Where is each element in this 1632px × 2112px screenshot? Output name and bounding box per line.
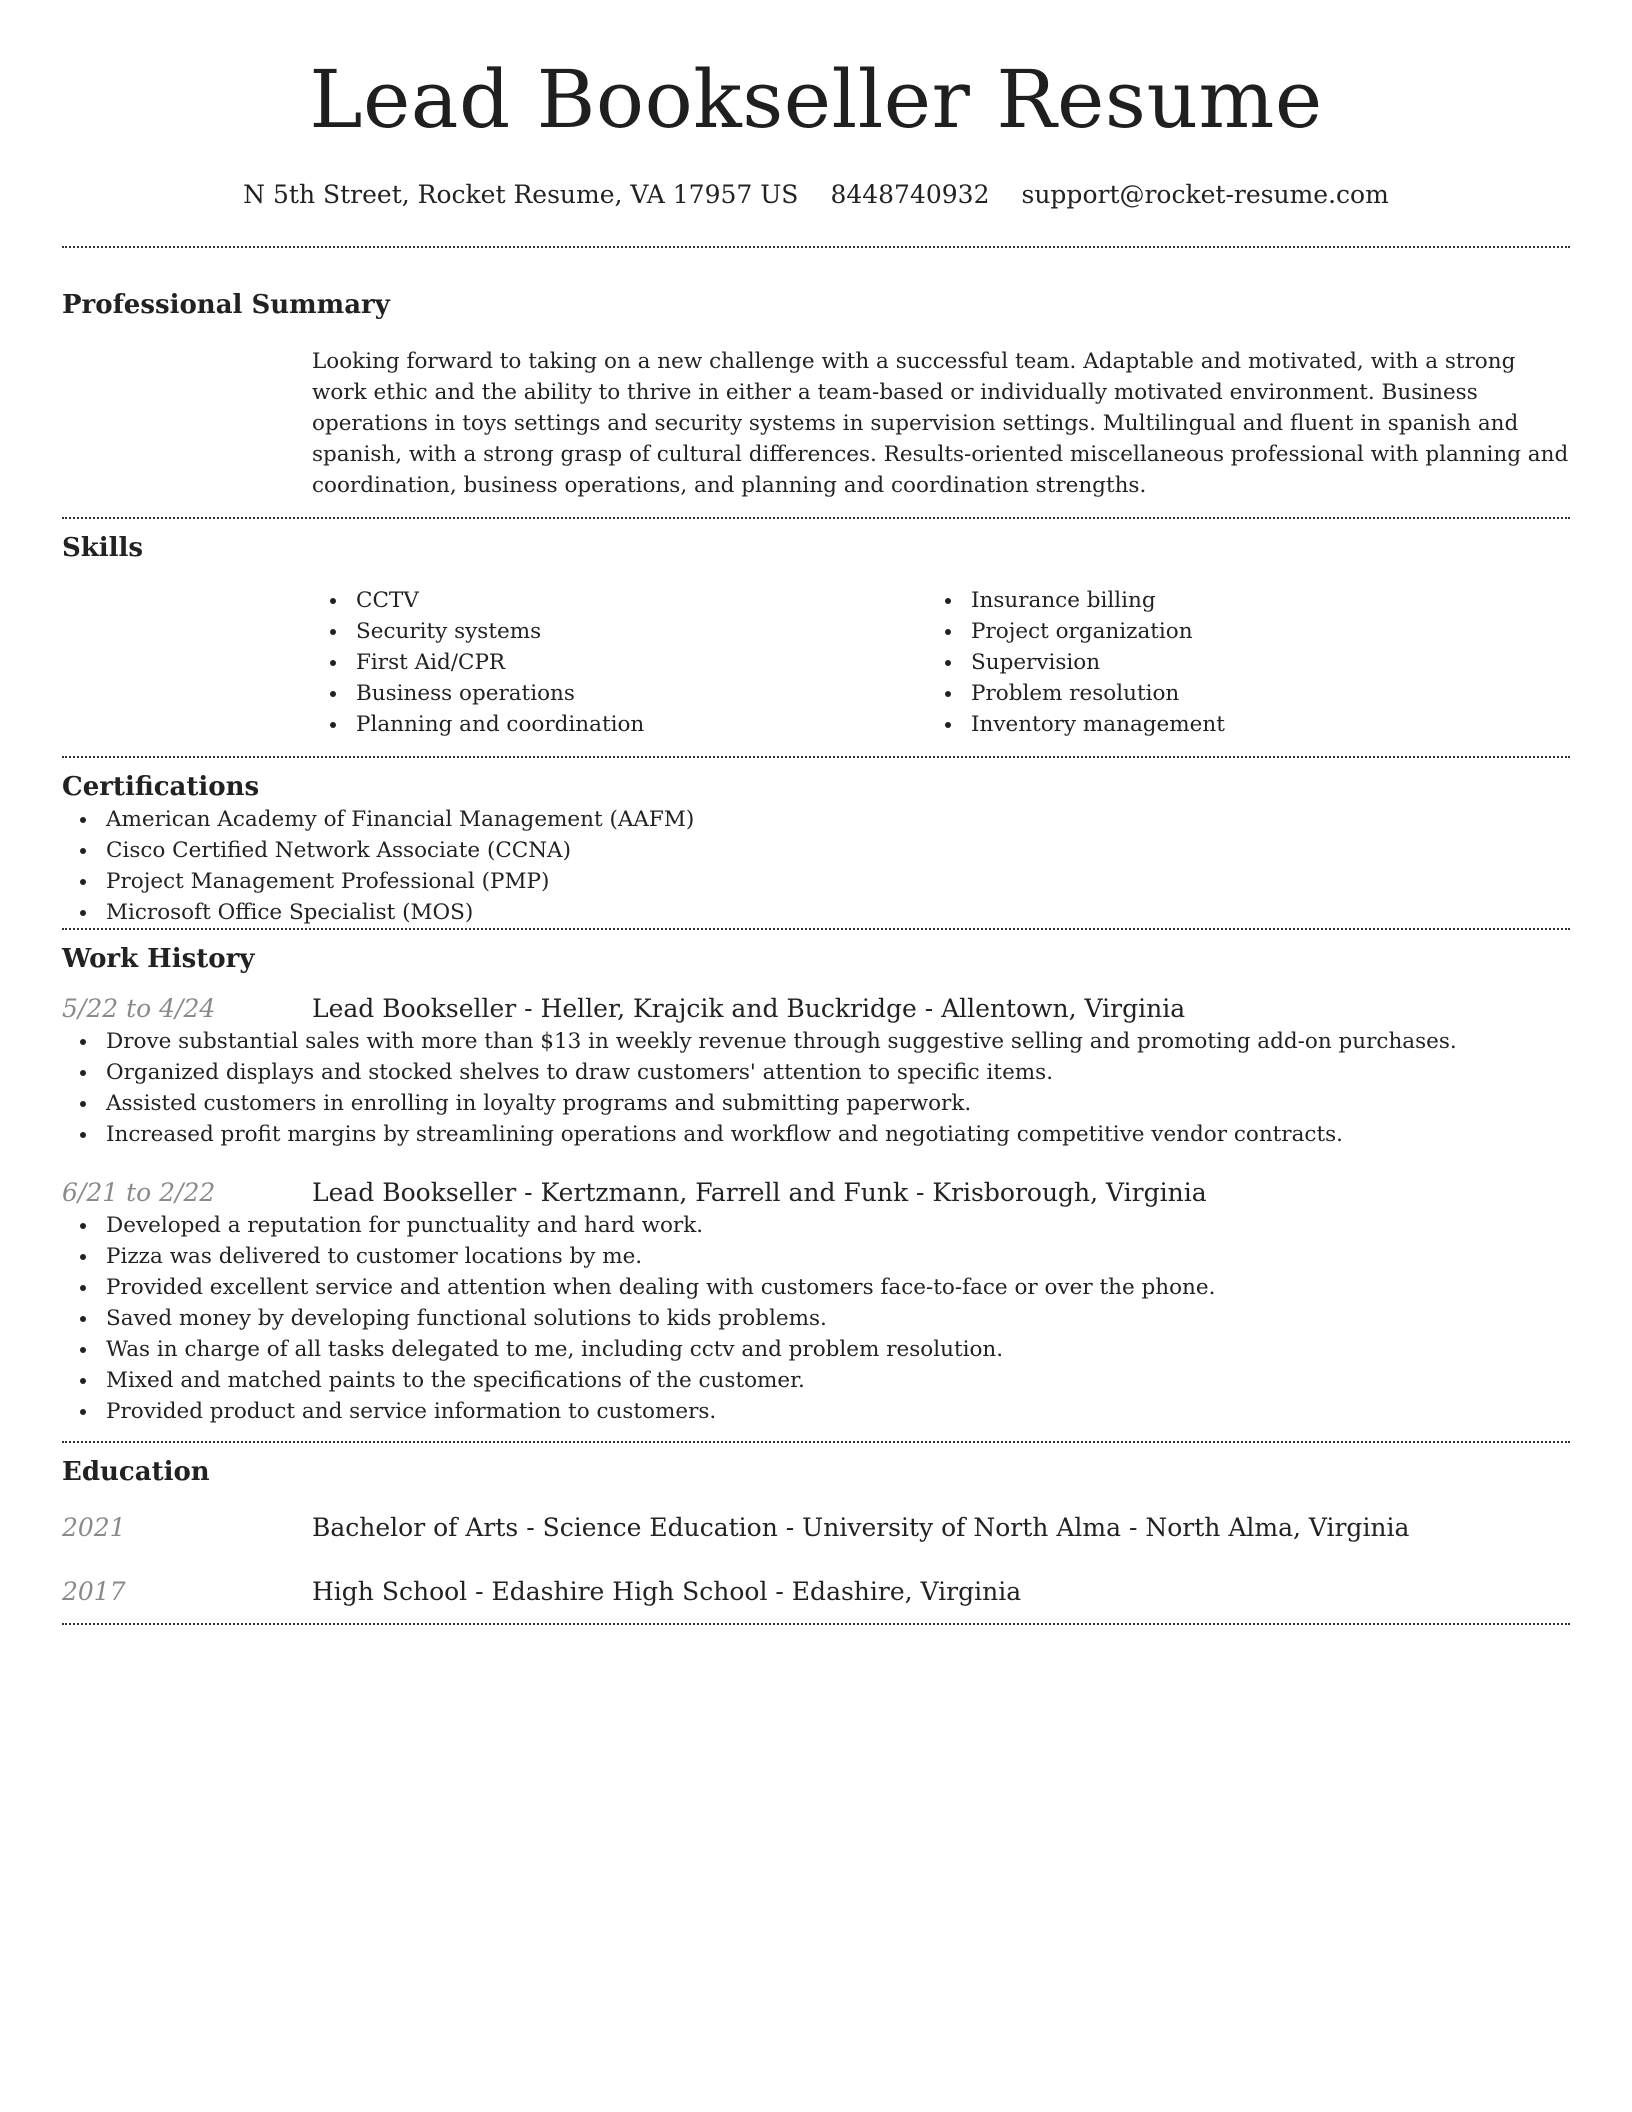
certifications-section [62, 770, 1570, 928]
skills-list-left [312, 585, 927, 740]
summary-text: Looking forward to taking on a new challenge with a successful team. Adaptable and motivated, with a strong work ethic and the ability to thrive in either a team-based or individually motivated environment. Business operations in toys settings and security systems in supervision settings. Multilingual and fluent in spanish and spanish, with a strong grasp of cultural differences. Results-oriented miscellaneous professional with planning and coordination, business operations, and planning and coordination strengths. [312, 349, 1569, 498]
certification-item: Microsoft Office Specialist (MOS) [106, 897, 1570, 928]
job-duty: Provided product and service information to customers. [106, 1396, 1570, 1427]
certification-item: American Academy of Financial Management (AAFM) [106, 804, 1570, 835]
job-duty: Organized displays and stocked shelves to draw customers' attention to specific items. [106, 1057, 1570, 1088]
section-heading-summary: Professional Summary [62, 290, 390, 320]
section-divider [62, 517, 1570, 519]
skill-item: Problem resolution [971, 678, 1542, 709]
job-duty: Increased profit margins by streamlining operations and workflow and negotiating competitive vendor contracts. [106, 1119, 1570, 1150]
section-heading-work: Work History [62, 944, 255, 974]
job-duty: Pizza was delivered to customer locations by me. [106, 1241, 1570, 1272]
skills-section [62, 531, 1570, 740]
contact-info [62, 178, 1570, 212]
certification-item: Project Management Professional (PMP) [106, 866, 1570, 897]
skills-column-right [927, 585, 1542, 740]
education-date: 2017 [62, 1577, 126, 1606]
job-duties-list [62, 1026, 1570, 1150]
job-duty: Assisted customers in enrolling in loyalty programs and submitting paperwork. [106, 1088, 1570, 1119]
section-divider [62, 756, 1570, 758]
job-header [62, 992, 1570, 1026]
section-divider [62, 928, 1570, 930]
section-heading-skills: Skills [62, 533, 144, 563]
contact-address: N 5th Street, Rocket Resume, VA 17957 US [243, 180, 799, 209]
job-header [62, 1176, 1570, 1210]
skill-item: Planning and coordination [356, 709, 927, 740]
skill-item: Security systems [356, 616, 927, 647]
contact-email: support@rocket-resume.com [1021, 180, 1389, 209]
job-title: Lead Bookseller - Kertzmann, Farrell and Funk - Krisborough, Virginia [312, 1178, 1207, 1207]
skill-item: Inventory management [971, 709, 1542, 740]
job-duties-list [62, 1210, 1570, 1427]
skills-column-left [312, 585, 927, 740]
skill-item: First Aid/CPR [356, 647, 927, 678]
education-title: High School - Edashire High School - Edashire, Virginia [312, 1577, 1022, 1606]
section-divider [62, 1441, 1570, 1443]
job-duty: Developed a reputation for punctuality and hard work. [106, 1210, 1570, 1241]
professional-summary-section [62, 288, 1570, 501]
section-heading-education: Education [62, 1457, 210, 1487]
skill-item: CCTV [356, 585, 927, 616]
job-duty: Mixed and matched paints to the specifications of the customer. [106, 1365, 1570, 1396]
section-divider [62, 246, 1570, 248]
resume-title: Lead Bookseller Resume [309, 53, 1323, 146]
education-title: Bachelor of Arts - Science Education - University of North Alma - North Alma, Virginia [312, 1513, 1410, 1542]
skills-grid [312, 585, 1570, 740]
section-divider [62, 1623, 1570, 1625]
job-dates: 6/21 to 2/22 [62, 1178, 216, 1207]
job-dates: 5/22 to 4/24 [62, 994, 216, 1023]
job-duty: Drove substantial sales with more than $13 in weekly revenue through suggestive selling and promoting add-on purchases. [106, 1026, 1570, 1057]
certifications-list [62, 804, 1570, 928]
skill-item: Business operations [356, 678, 927, 709]
education-entry [62, 1511, 1570, 1545]
job-title: Lead Bookseller - Heller, Krajcik and Buckridge - Allentown, Virginia [312, 994, 1186, 1023]
job-duty: Was in charge of all tasks delegated to me, including cctv and problem resolution. [106, 1334, 1570, 1365]
job-duty: Provided excellent service and attention when dealing with customers face-to-face or over the phone. [106, 1272, 1570, 1303]
education-entry [62, 1575, 1570, 1609]
education-date: 2021 [62, 1513, 126, 1542]
skills-list-right [927, 585, 1542, 740]
section-heading-certifications: Certifications [62, 772, 260, 802]
job-duty: Saved money by developing functional solutions to kids problems. [106, 1303, 1570, 1334]
job-entry [62, 1176, 1570, 1427]
work-history-section [62, 942, 1570, 1441]
job-entry [62, 992, 1570, 1150]
contact-phone: 8448740932 [830, 180, 990, 209]
skill-item: Supervision [971, 647, 1542, 678]
certification-item: Cisco Certified Network Associate (CCNA) [106, 835, 1570, 866]
skill-item: Project organization [971, 616, 1542, 647]
skill-item: Insurance billing [971, 585, 1542, 616]
education-section [62, 1455, 1570, 1623]
